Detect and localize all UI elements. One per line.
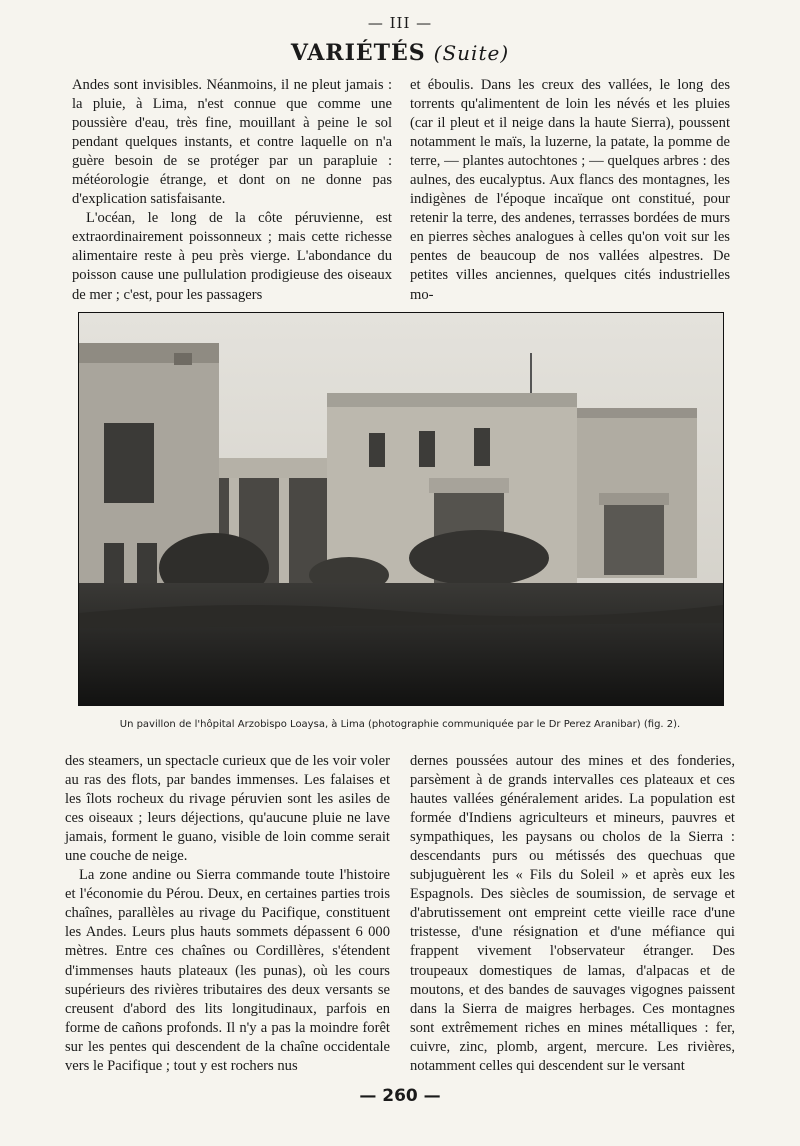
column-top-right	[410, 76, 730, 305]
paragraph: et éboulis. Dans les creux des vallées, le long des torrents qu'alimentent de loin les névés et les pluies (car il pleut et il neige dans la haute Sierra), poussent notamment le maïs, la luzerne, la patate, la pomme de terre, — plantes autochtones ; — quelques arbres : des aulnes, des eucalyptus. Aux flancs des montagnes, les indigènes de l'époque incaïque ont constitué, pour retenir la terre, des andenes, terrasses bordées de murs en pierres sèches analogues à celles qu'on voit sur les pentes de beaucoup de nos vallées alpestres. De petites villes anciennes, quelques cités industrielles mo-	[410, 77, 730, 303]
figure-caption: Un pavillon de l'hôpital Arzobispo Loaysa, à Lima (photographie communiquée par le Dr Perez Aranibar) (fig. 2).	[119, 719, 681, 730]
hospital-photograph	[78, 312, 724, 706]
section-title-text: VARIÉTÉS	[290, 40, 426, 66]
section-subtitle: (Suite)	[433, 41, 510, 65]
paragraph: Andes sont invisibles. Néanmoins, il ne pleut jamais : la pluie, à Lima, n'est connue que comme une poussière d'eau, très fine, mouillant à peine le sol pendant quelques instants, et contre laquelle on n'a guère besoin de se protéger par un parapluie : météorologie étrange, et dont on ne donne pas d'explication satisfaisante.	[72, 77, 392, 208]
page-number: — 260 —	[359, 1086, 441, 1106]
column-bottom-left	[65, 752, 390, 1076]
top-page-number: — III —	[367, 14, 433, 32]
column-bottom-right	[410, 752, 735, 1076]
paragraph: dernes poussées autour des mines et des fonderies, parsèment à de grands intervalles ces plateaux et ces hautes vallées généralement arides. La population est formée d'Indiens agriculteurs et mineurs, pauvres et sympathiques, les paysans ou cholos de la Sierra : descendants purs ou métissés des quechuas que subjuguèrent les « Fils du Soleil » et après eux les Espagnols. Des siècles de soumission, de servage et d'abrutissement ont empreint cette vieille race d'une tristesse, d'une résignation et d'une méfiance qui frappent vivement l'observateur étranger. Des troupeaux domestiques de lamas, d'alpacas et de moutons, et des bandes de sauvages vigognes paissent dans la Sierra de maigres herbages. Ces montagnes sont extrêmement riches en mines métalliques : fer, cuivre, zinc, plomb, argent, mercure. Les rivières, notamment celles qui descendent sur le versant	[410, 753, 735, 1074]
paragraph: L'océan, le long de la côte péruvienne, est extraordinairement poissonneux ; mais cette richesse alimentaire reste à peu près vierge. L'abondance du poisson cause une pullulation prodigieuse des oiseaux de mer ; c'est, pour les passagers	[72, 210, 392, 303]
paragraph: La zone andine ou Sierra commande toute l'histoire et l'économie du Pérou. Deux, en certaines parties trois chaînes, parallèles au rivage du Pacifique, constituent les Andes. Leurs plus hauts sommets dépassent 6 000 mètres. Entre ces chaînes ou Cordillères, s'étendent d'immenses hauts plateaux (les punas), où les cours supérieurs des rivières tributaires des deux versants se creusent d'abord des lits longitudinaux, parfois en forme de cañons profonds. Il n'y a pas la moindre forêt sur les pentes qui descendent de la chaîne occidentale vers le Pacifique ; tout y est rochers nus	[65, 867, 390, 1074]
column-top-left	[72, 76, 392, 305]
paragraph: des steamers, un spectacle curieux que de les voir voler au ras des flots, par bandes immenses. Les falaises et les îlots rocheux du rivage péruvien sont les asiles de ces oiseaux ; leurs déjections, qu'aucune pluie ne lave jamais, forment le guano, visible de loin comme serait une couche de neige.	[65, 753, 390, 865]
section-title	[0, 40, 800, 66]
